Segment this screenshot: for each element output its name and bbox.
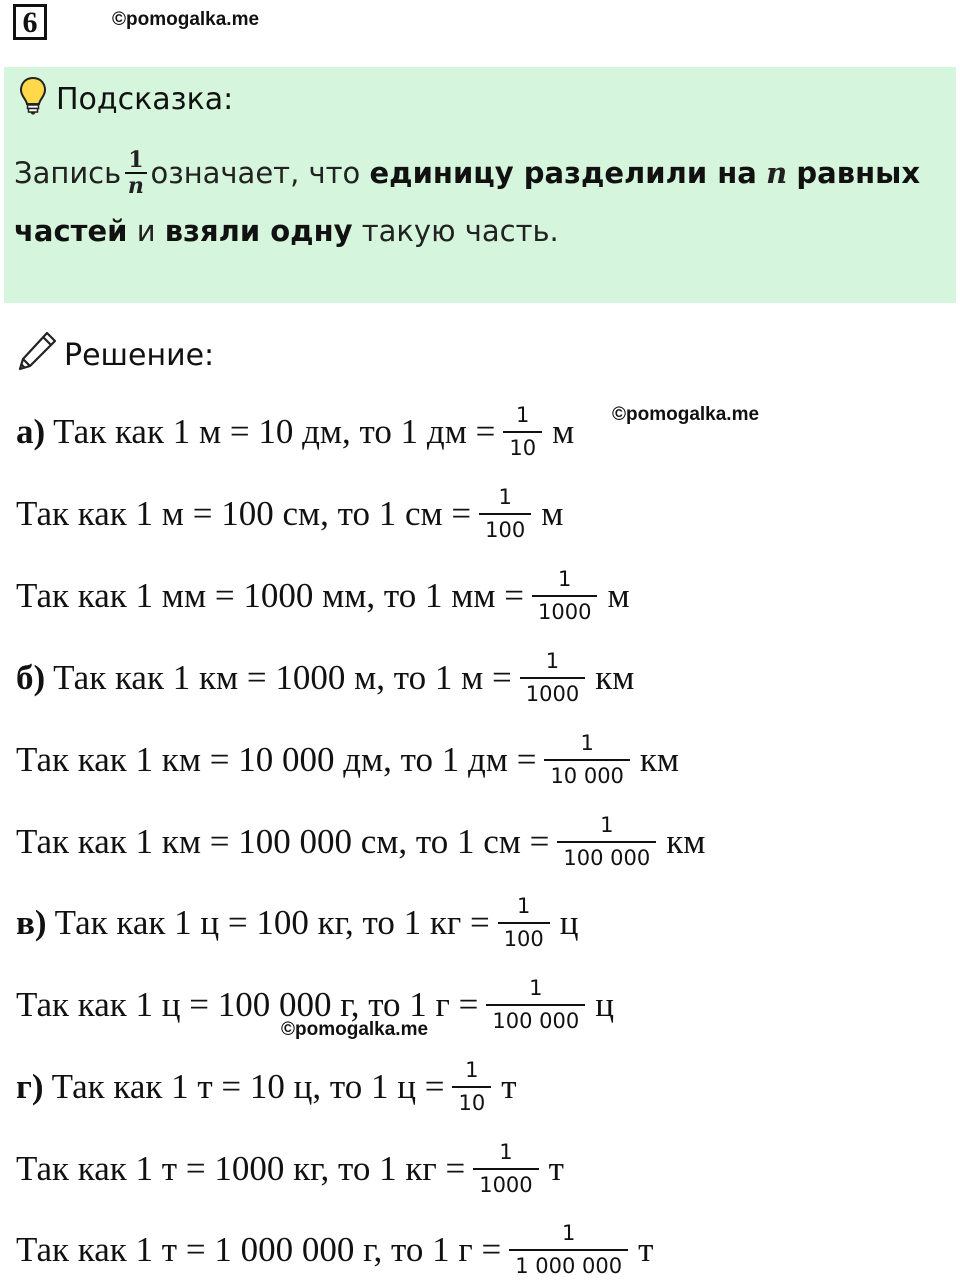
hint-text-and: и — [136, 214, 156, 248]
fraction-numerator: 1 — [498, 485, 512, 509]
item-label: б) — [16, 658, 46, 697]
unit: т — [501, 1067, 517, 1106]
solution-line — [16, 893, 579, 953]
task-number: 6 — [13, 4, 47, 40]
fraction-numerator: 1 — [558, 567, 572, 591]
hint-text-before: Запись — [14, 156, 122, 190]
fraction-denominator: 100 000 — [557, 841, 656, 871]
item-label: а) — [16, 412, 46, 451]
fraction-denominator: 1000 — [473, 1168, 538, 1198]
fraction-denominator: 10 — [503, 431, 542, 461]
fraction — [544, 731, 629, 789]
solution-line — [16, 1220, 653, 1280]
watermark-top: ©pomogalka.me — [112, 9, 260, 30]
fraction-numerator: 1 — [529, 976, 543, 1000]
solution-line — [16, 566, 630, 626]
fraction-numerator: 1 — [600, 813, 614, 837]
fraction — [557, 813, 656, 871]
hint-title: Подсказка: — [56, 81, 234, 117]
unit: ц — [559, 903, 579, 942]
fraction-denominator: 1000 — [532, 595, 597, 625]
fraction-denominator: 10 000 — [544, 759, 629, 789]
unit: км — [666, 822, 706, 861]
fraction-denominator: 1000 — [520, 677, 585, 707]
hint-fraction — [125, 148, 146, 198]
fraction-numerator: 1 — [499, 1140, 513, 1164]
item-label: г) — [16, 1067, 44, 1106]
solution-line — [16, 812, 705, 872]
solution-line — [16, 648, 634, 708]
hint-bold-text-4: взяли одну — [164, 214, 353, 248]
fraction-numerator: 1 — [465, 1058, 479, 1082]
unit: м — [552, 412, 575, 451]
equation-text: Так как 1 мм = 1000 мм, то 1 мм = — [16, 576, 525, 615]
fraction-denominator: 10 — [452, 1086, 491, 1116]
equation-text: Так как 1 км = 10 000 дм, то 1 дм = — [16, 740, 537, 779]
hint-text-after: такую часть. — [361, 214, 559, 248]
equation-text: Так как 1 км = 1000 м, то 1 м = — [53, 658, 512, 697]
fraction-numerator: 1 — [545, 649, 560, 673]
hint-variable-n: n — [766, 156, 788, 190]
fraction — [479, 485, 531, 543]
unit: м — [541, 494, 564, 533]
equation-text: Так как 1 т = 1 000 000 г, то 1 г = — [16, 1230, 502, 1269]
unit: т — [638, 1230, 654, 1269]
fraction-numerator: 1 — [561, 1221, 576, 1245]
unit: км — [639, 740, 680, 779]
hint-header — [18, 77, 233, 121]
solution-line — [16, 1139, 564, 1199]
fraction — [473, 1140, 538, 1198]
fraction-denominator: 1 000 000 — [509, 1249, 628, 1279]
hint-bold-text-1: единицу разделили на — [369, 156, 757, 190]
hint-box — [4, 67, 956, 303]
solution-line — [16, 1057, 516, 1117]
unit: м — [607, 576, 630, 615]
equation-text: Так как 1 ц = 100 кг, то 1 кг = — [54, 903, 490, 942]
fraction-denominator: 100 — [479, 513, 531, 543]
fraction-denominator: 100 000 — [486, 1004, 585, 1034]
solution-line — [16, 730, 679, 790]
hint-line-2 — [14, 209, 559, 253]
fraction — [520, 649, 585, 707]
solution-title: Решение: — [64, 337, 215, 373]
fraction-denominator: 100 — [498, 922, 550, 952]
fraction-numerator: 1 — [517, 894, 531, 918]
equation-text: Так как 1 м = 100 см, то 1 см = — [16, 494, 472, 533]
unit: км — [595, 658, 635, 697]
equation-text: Так как 1 т = 1000 кг, то 1 кг = — [16, 1149, 466, 1188]
unit: т — [548, 1149, 564, 1188]
hint-text-middle: означает, что — [150, 156, 361, 190]
hint-line-1 — [14, 143, 920, 203]
equation-text: Так как 1 т = 10 ц, то 1 ц = — [51, 1067, 445, 1106]
hint-fraction-numerator: 1 — [125, 148, 146, 174]
lightbulb-icon — [18, 75, 48, 123]
pencil-icon — [16, 330, 58, 380]
watermark-middle: ©pomogalka.me — [612, 404, 760, 425]
equation-text: Так как 1 км = 100 000 см, то 1 см = — [16, 822, 550, 861]
fraction-numerator: 1 — [516, 403, 530, 427]
fraction — [509, 1221, 628, 1279]
solution-line — [16, 484, 563, 544]
fraction — [498, 894, 550, 952]
unit: ц — [595, 985, 614, 1024]
equation-text: Так как 1 м = 10 дм, то 1 дм = — [53, 412, 496, 451]
fraction — [503, 403, 542, 461]
solution-line — [16, 402, 574, 462]
solution-header — [16, 330, 214, 380]
equation-text: Так как 1 ц = 100 000 г, то 1 г = — [16, 985, 479, 1024]
fraction — [486, 976, 585, 1034]
item-label: в) — [16, 903, 47, 942]
watermark-bottom: ©pomogalka.me — [281, 1019, 429, 1040]
fraction-numerator: 1 — [580, 731, 594, 755]
hint-bold-text-2: равных — [796, 156, 921, 190]
hint-fraction-denominator: n — [127, 173, 144, 199]
fraction — [532, 567, 597, 625]
hint-bold-text-3: частей — [14, 214, 128, 248]
fraction — [452, 1058, 491, 1116]
